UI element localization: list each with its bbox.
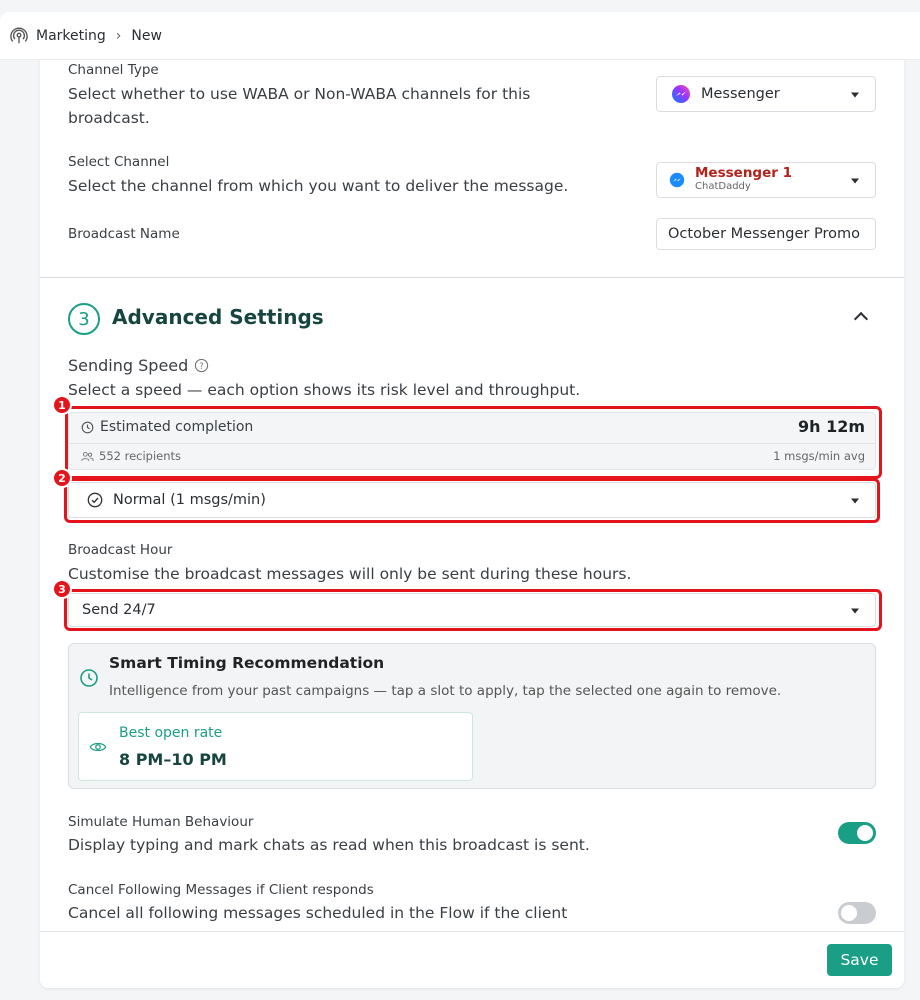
breadcrumb-current: New xyxy=(131,27,162,44)
broadcast-icon xyxy=(10,27,28,45)
smart-timing-panel xyxy=(68,643,876,789)
breadcrumb-marketing[interactable]: Marketing xyxy=(36,27,106,44)
toggle-knob xyxy=(857,825,873,841)
sending-speed-description: Select a speed — each option shows its risk level and throughput. xyxy=(68,381,581,399)
average-throughput: 1 msgs/min avg xyxy=(773,449,865,463)
broadcast-hour-value: Send 24/7 xyxy=(82,602,156,618)
section-number-badge: 3 xyxy=(68,303,100,335)
broadcast-name-value: October Messenger Promo xyxy=(668,226,860,242)
sending-speed-label: Sending Speed xyxy=(68,356,189,375)
cancel-following-label: Cancel Following Messages if Client responds xyxy=(68,882,374,898)
form-footer xyxy=(40,931,904,988)
advanced-settings-title: Advanced Settings xyxy=(112,305,324,329)
select-channel-select[interactable] xyxy=(656,162,876,198)
channel-type-label: Channel Type xyxy=(68,62,159,78)
broadcast-hour-label: Broadcast Hour xyxy=(68,542,173,558)
broadcast-form-card xyxy=(40,60,904,988)
channel-name: Messenger 1 xyxy=(695,165,792,181)
messenger-icon xyxy=(669,172,685,188)
highlight-badge-1: 1 xyxy=(52,395,72,415)
svg-text:?: ? xyxy=(199,360,205,371)
eye-icon xyxy=(89,741,107,753)
messenger-icon xyxy=(671,84,691,104)
sending-speed-value: Normal (1 msgs/min) xyxy=(113,492,266,508)
smart-timing-title: Smart Timing Recommendation xyxy=(109,654,385,672)
broadcast-name-input[interactable] xyxy=(656,218,876,250)
clock-icon xyxy=(79,668,99,688)
chevron-up-icon[interactable] xyxy=(854,312,868,326)
timing-slot-best-open-rate[interactable] xyxy=(78,712,473,781)
toggle-knob xyxy=(841,905,857,921)
channel-type-description: Select whether to use WABA or Non-WABA channels for this broadcast. xyxy=(68,85,531,127)
dropdown-caret-icon xyxy=(851,179,859,184)
help-circle-icon[interactable] xyxy=(194,358,209,373)
sending-speed-label-row xyxy=(68,356,209,375)
cancel-following-description: Cancel all following messages scheduled in the Flow if the client xyxy=(68,904,568,922)
highlight-badge-3: 3 xyxy=(52,579,72,599)
section-divider xyxy=(40,277,904,278)
slot-value: 8 PM–10 PM xyxy=(119,750,227,769)
simulate-label: Simulate Human Behaviour xyxy=(68,814,254,830)
channel-account: ChatDaddy xyxy=(695,181,751,192)
estimated-completion-value: 9h 12m xyxy=(797,417,865,436)
cancel-following-toggle[interactable] xyxy=(838,902,876,924)
select-channel-label: Select Channel xyxy=(68,154,170,170)
chevron-right-icon: › xyxy=(115,27,122,44)
simulate-toggle[interactable] xyxy=(838,822,876,844)
highlight-box-1 xyxy=(65,406,882,479)
broadcast-name-label: Broadcast Name xyxy=(68,226,180,242)
broadcast-hour-description: Customise the broadcast messages will only be sent during these hours. xyxy=(68,565,632,583)
simulate-description: Display typing and mark chats as read when this broadcast is sent. xyxy=(68,836,590,854)
channel-type-select[interactable] xyxy=(656,76,876,112)
smart-timing-description: Intelligence from your past campaigns — tap a slot to apply, tap the selected one again to remove. xyxy=(109,683,782,699)
highlight-box-2 xyxy=(64,478,880,523)
estimated-completion-label: Estimated completion xyxy=(100,419,254,435)
save-button[interactable]: Save xyxy=(827,944,892,976)
recipients-count: 552 recipients xyxy=(99,449,182,463)
select-channel-description: Select the channel from which you want to deliver the message. xyxy=(68,177,569,195)
breadcrumb xyxy=(0,12,920,60)
highlight-box-3 xyxy=(64,589,882,631)
highlight-badge-2: 2 xyxy=(52,468,72,488)
slot-label: Best open rate xyxy=(119,725,223,741)
dropdown-caret-icon xyxy=(851,93,859,98)
channel-type-value: Messenger xyxy=(701,86,780,102)
